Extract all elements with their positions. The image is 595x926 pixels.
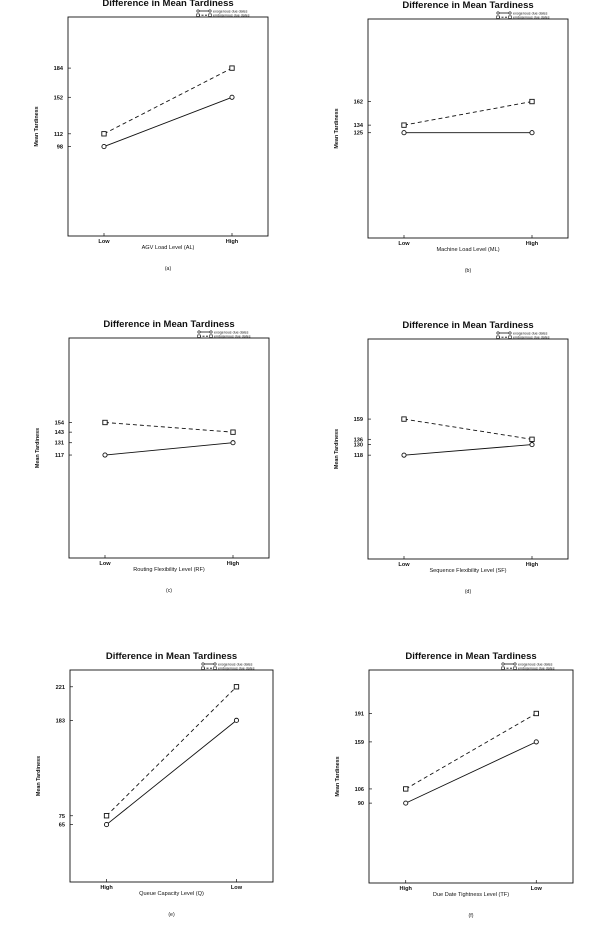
y-tick-label-0: 90 xyxy=(357,801,364,808)
x-tick-label-1: High xyxy=(225,239,239,245)
x-tick-label-1: High xyxy=(525,562,539,568)
y-axis-label: Mean Tardiness xyxy=(36,755,42,797)
x-tick-label-0: Low xyxy=(398,562,410,568)
legend-label-1: endogenous due dates xyxy=(513,335,550,340)
y-axis-label: Mean Tardiness xyxy=(334,108,340,149)
data-point-0-1 xyxy=(530,443,534,447)
panel-caption: (f) xyxy=(468,913,474,919)
y-tick-label-3: 159 xyxy=(353,417,363,424)
panel-caption: (c) xyxy=(165,588,173,594)
legend-marker-end-1 xyxy=(514,667,517,670)
y-tick-label-1: 112 xyxy=(53,131,63,138)
legend-marker-0 xyxy=(202,663,204,665)
legend-label-1: endogenous due dates xyxy=(213,13,250,18)
x-axis-label: Due Date Tightness Level (TF) xyxy=(432,892,510,898)
x-axis-label: Sequence Flexibility Level (SF) xyxy=(429,568,507,574)
series-line-0 xyxy=(104,97,232,146)
y-tick-label-3: 154 xyxy=(54,420,64,427)
data-point-0-0 xyxy=(102,144,106,148)
y-tick-label-0: 118 xyxy=(353,453,363,460)
data-point-0-1 xyxy=(230,95,234,99)
chart-panel-2 xyxy=(35,319,269,594)
legend-label-1: endogenous due dates xyxy=(218,666,255,671)
data-point-0-0 xyxy=(402,131,406,135)
x-tick-label-1: Low xyxy=(230,885,243,891)
data-point-0-1 xyxy=(234,718,238,722)
plot-frame xyxy=(369,670,573,883)
data-point-1-1 xyxy=(534,711,538,715)
chart-title: Difference in Mean Tardiness xyxy=(402,320,534,331)
series-line-1 xyxy=(105,422,233,432)
legend-label-0: exogenous due dates xyxy=(513,331,548,336)
data-point-1-0 xyxy=(103,420,107,424)
y-tick-label-1: 106 xyxy=(354,786,364,793)
y-tick-label-3: 221 xyxy=(55,684,65,691)
y-tick-label-0: 98 xyxy=(56,144,63,151)
x-tick-label-0: Low xyxy=(99,561,111,567)
panel-caption: (a) xyxy=(164,266,172,272)
x-axis-label: Machine Load Level (ML) xyxy=(436,247,500,253)
plot-frame xyxy=(368,19,568,238)
chart-panel-5 xyxy=(335,651,573,919)
legend-marker-end-0 xyxy=(509,12,511,14)
chart-panel-1 xyxy=(334,0,568,274)
legend-marker-0 xyxy=(197,10,199,12)
chart-panel-0 xyxy=(34,0,268,272)
chart-title: Difference in Mean Tardiness xyxy=(102,0,234,9)
y-tick-label-1: 130 xyxy=(353,442,363,449)
y-axis-label: Mean Tardiness xyxy=(34,106,40,147)
legend-label-0: exogenous due dates xyxy=(518,662,553,667)
data-point-1-1 xyxy=(230,66,234,70)
y-tick-label-2: 152 xyxy=(53,95,63,102)
y-tick-label-0: 117 xyxy=(54,453,64,460)
data-point-0-1 xyxy=(534,740,538,744)
data-point-0-0 xyxy=(402,453,406,457)
x-tick-label-1: High xyxy=(226,561,240,567)
legend-marker-0 xyxy=(497,12,499,14)
legend-label-0: exogenous due dates xyxy=(214,330,249,335)
series-line-1 xyxy=(107,687,237,816)
x-axis-label: Queue Capacity Level (Q) xyxy=(139,891,204,897)
series-line-1 xyxy=(404,419,532,439)
legend-marker-end-1 xyxy=(509,336,512,339)
data-point-1-1 xyxy=(530,99,534,103)
plot-frame xyxy=(70,670,273,882)
plot-frame xyxy=(69,338,269,558)
series-line-1 xyxy=(404,102,532,126)
legend-marker-end-1 xyxy=(210,335,213,338)
y-tick-label-2: 162 xyxy=(353,99,363,106)
chart-title: Difference in Mean Tardiness xyxy=(105,651,238,662)
data-point-0-0 xyxy=(103,453,107,457)
chart-panel-3 xyxy=(334,320,568,595)
legend-marker-1 xyxy=(197,14,200,17)
legend-marker-0 xyxy=(198,331,200,333)
y-tick-label-1: 75 xyxy=(58,813,65,820)
series-line-0 xyxy=(406,742,537,803)
legend-label-0: exogenous due dates xyxy=(213,9,248,14)
series-line-0 xyxy=(105,443,233,455)
data-point-1-1 xyxy=(234,685,238,689)
data-point-0-0 xyxy=(404,801,408,805)
legend-label-1: endogenous due dates xyxy=(214,334,251,339)
y-axis-label: Mean Tardiness xyxy=(35,427,41,469)
y-tick-label-0: 65 xyxy=(58,822,65,829)
legend-label-0: exogenous due dates xyxy=(218,662,253,667)
legend-marker-end-0 xyxy=(509,332,511,334)
data-point-0-1 xyxy=(231,441,235,445)
x-tick-label-0: High xyxy=(100,885,113,891)
y-tick-label-1: 131 xyxy=(54,440,64,447)
legend-marker-0 xyxy=(497,332,499,334)
y-tick-label-2: 159 xyxy=(354,739,364,746)
y-tick-label-3: 191 xyxy=(354,711,364,718)
legend-label-0: exogenous due dates xyxy=(513,11,548,16)
x-tick-label-1: High xyxy=(525,241,539,247)
y-axis-label: Mean Tardiness xyxy=(335,756,341,797)
y-tick-label-2: 136 xyxy=(353,437,363,444)
legend-marker-end-1 xyxy=(214,667,217,670)
legend-label-1: endogenous due dates xyxy=(518,666,555,671)
chart-title: Difference in Mean Tardiness xyxy=(103,319,235,330)
series-line-1 xyxy=(104,68,232,134)
data-point-1-1 xyxy=(231,430,235,434)
legend-marker-end-0 xyxy=(209,10,211,12)
chart-panel-4 xyxy=(36,651,273,918)
legend-marker-1 xyxy=(202,667,205,670)
legend-marker-1 xyxy=(497,16,500,19)
data-point-1-0 xyxy=(402,417,406,421)
legend-marker-end-1 xyxy=(509,16,512,19)
x-axis-label: AGV Load Level (AL) xyxy=(141,245,195,251)
data-point-0-0 xyxy=(104,822,108,826)
plot-frame xyxy=(368,339,568,559)
data-point-1-0 xyxy=(104,814,108,818)
legend-marker-end-0 xyxy=(514,663,516,665)
y-tick-label-2: 183 xyxy=(55,718,65,725)
plot-frame xyxy=(68,17,268,236)
y-tick-label-3: 184 xyxy=(53,66,63,73)
series-line-0 xyxy=(107,720,237,824)
legend-marker-end-0 xyxy=(214,663,216,665)
y-tick-label-1: 134 xyxy=(353,123,363,130)
y-tick-label-0: 125 xyxy=(353,130,363,137)
y-axis-label: Mean Tardiness xyxy=(334,428,340,470)
panel-caption: (b) xyxy=(464,268,472,274)
series-line-0 xyxy=(404,445,532,456)
legend-marker-0 xyxy=(502,663,504,665)
data-point-1-0 xyxy=(102,132,106,136)
data-point-1-0 xyxy=(404,787,408,791)
x-tick-label-0: Low xyxy=(398,241,410,247)
legend-marker-end-1 xyxy=(209,14,212,17)
x-tick-label-0: High xyxy=(399,886,412,892)
data-point-1-0 xyxy=(402,123,406,127)
y-tick-label-2: 143 xyxy=(54,430,64,437)
data-point-0-1 xyxy=(530,131,534,135)
legend-marker-1 xyxy=(502,667,505,670)
x-tick-label-1: Low xyxy=(530,886,542,892)
chart-title: Difference in Mean Tardiness xyxy=(402,0,534,11)
legend-marker-1 xyxy=(497,336,500,339)
data-point-1-1 xyxy=(530,437,534,441)
legend-marker-1 xyxy=(198,335,201,338)
panel-caption: (d) xyxy=(464,589,472,595)
x-axis-label: Routing Flexibility Level (RF) xyxy=(133,567,205,573)
legend-marker-end-0 xyxy=(210,331,212,333)
legend-label-1: endogenous due dates xyxy=(513,15,550,20)
panel-caption: (e) xyxy=(168,912,175,918)
x-tick-label-0: Low xyxy=(98,239,110,245)
chart-title: Difference in Mean Tardiness xyxy=(405,651,537,662)
